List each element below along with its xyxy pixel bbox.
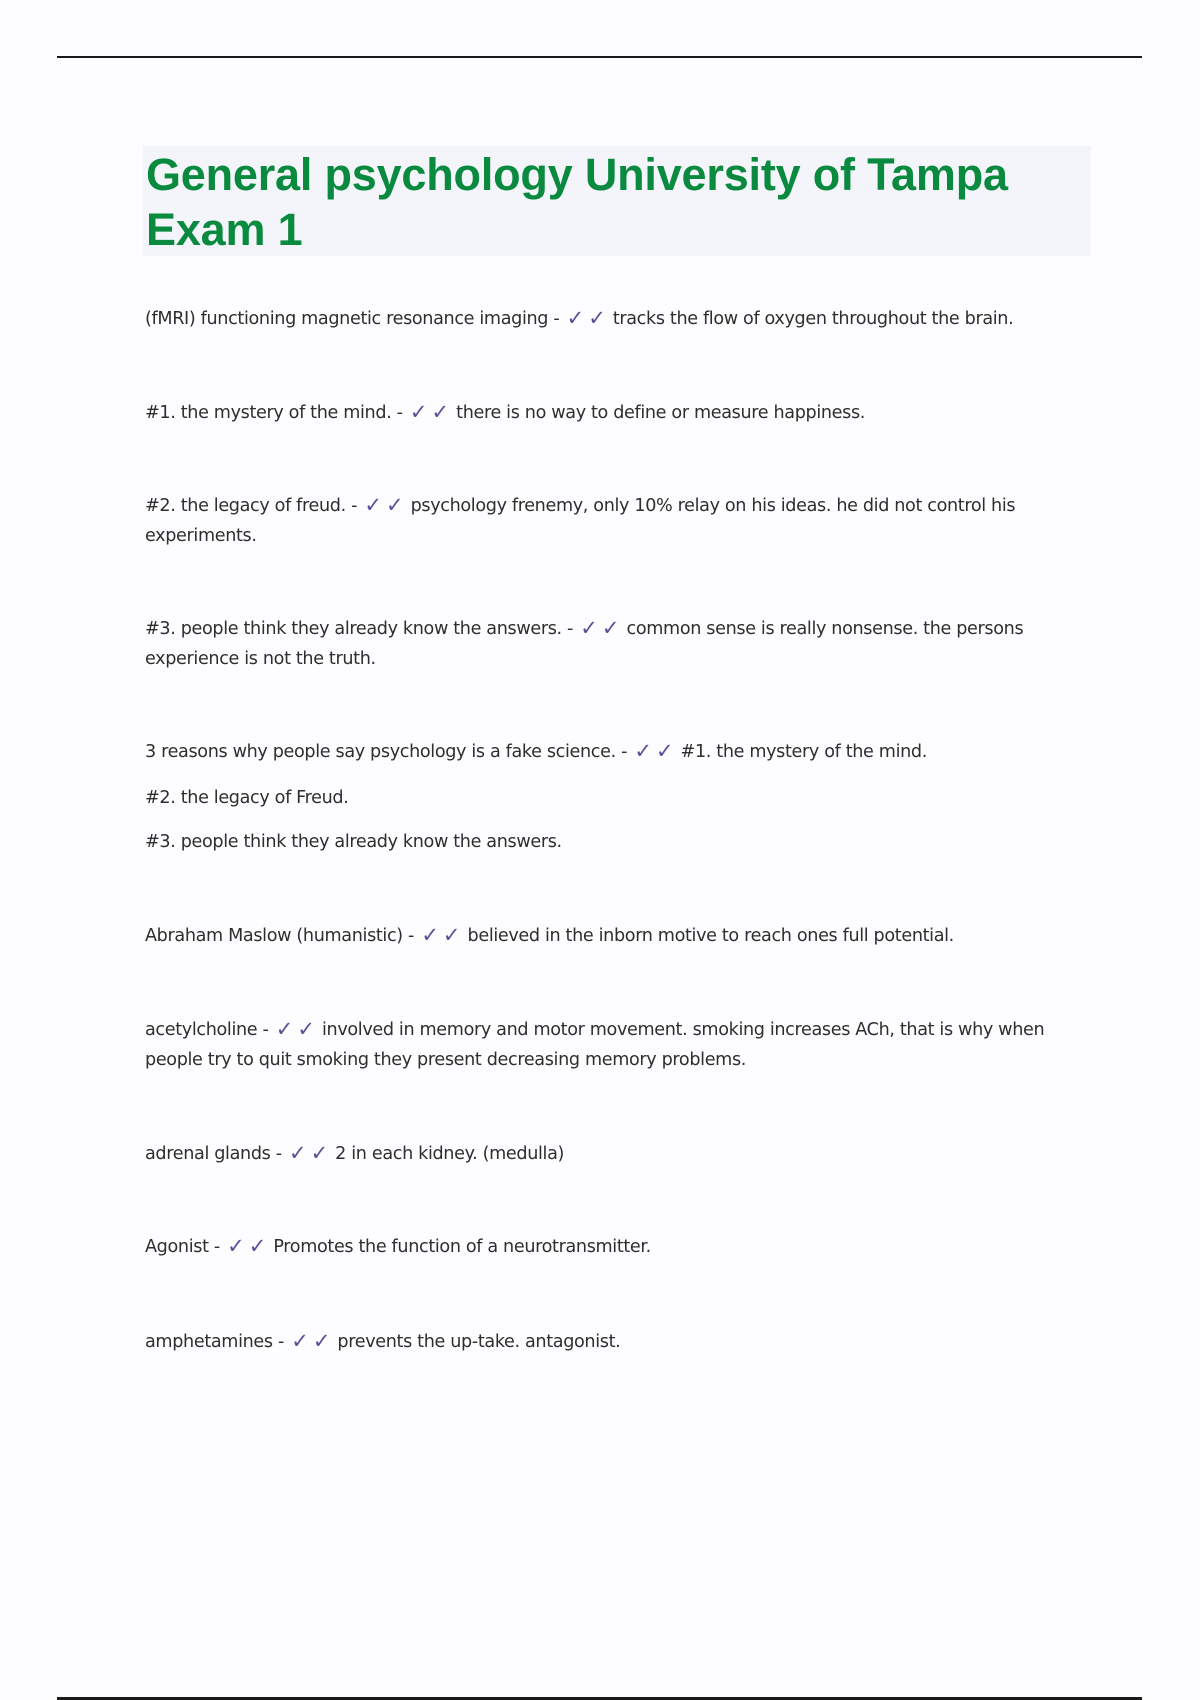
entry-adrenal-glands [145, 1138, 1090, 1169]
entry-definition: Promotes the function of a neurotransmitter. [273, 1237, 651, 1257]
check-mark-icon: ✓✓ [409, 400, 454, 424]
entry-definition: psychology frenemy, only 10% relay on his ideas. he did not control his experiments. [145, 496, 1016, 546]
entry-fmri [145, 303, 1090, 334]
entry-definition: involved in memory and motor movement. smoking increases ACh, that is why when people try to quit smoking they present decreasing memory problems. [145, 1020, 1045, 1070]
entry-abraham-maslow [145, 920, 1090, 951]
entry-definition: tracks the flow of oxygen throughout the brain. [612, 309, 1014, 329]
entry-term: (fMRI) functioning magnetic resonance imaging - [145, 309, 560, 329]
entry-term: #2. the legacy of freud. - [145, 496, 358, 516]
entry-term: Abraham Maslow (humanistic) - [145, 926, 415, 946]
entry-definition: 2 in each kidney. (medulla) [335, 1144, 565, 1164]
check-mark-icon: ✓✓ [566, 306, 610, 330]
check-mark-icon: ✓✓ [291, 1329, 335, 1353]
entry-term: adrenal glands - [145, 1144, 282, 1164]
entry-extra-line: #3. people think they already know the answers. [145, 832, 562, 852]
entry-acetylcholine [145, 1014, 1090, 1075]
entry-term: 3 reasons why people say psychology is a fake science. - [145, 742, 628, 762]
entry-term: acetylcholine - [145, 1020, 269, 1040]
entry-definition: there is no way to define or measure happiness. [456, 403, 866, 423]
check-mark-icon: ✓✓ [364, 493, 408, 517]
check-mark-icon: ✓✓ [288, 1141, 333, 1165]
entry-term: amphetamines - [145, 1332, 284, 1352]
entry-extra-line: #2. the legacy of Freud. [145, 788, 349, 808]
entry-term: #1. the mystery of the mind. - [145, 403, 403, 423]
check-mark-icon: ✓✓ [421, 923, 465, 947]
document-title: General psychology University of Tampa Exam 1 [146, 149, 1008, 255]
entry-definition: common sense is really nonsense. the persons experience is not the truth. [145, 619, 1024, 669]
check-mark-icon: ✓✓ [227, 1234, 271, 1258]
entry-amphetamines [145, 1326, 1090, 1357]
entry-definition: prevents the up-take. antagonist. [337, 1332, 621, 1352]
entry-know-the-answers [145, 613, 1090, 674]
entry-mystery-of-mind [145, 397, 1090, 428]
check-mark-icon: ✓✓ [580, 616, 624, 640]
check-mark-icon: ✓✓ [275, 1017, 319, 1041]
entry-definition: #1. the mystery of the mind. [680, 742, 927, 762]
entry-legacy-of-freud [145, 490, 1090, 551]
entry-term: #3. people think they already know the answers. - [145, 619, 574, 639]
check-mark-icon: ✓✓ [634, 739, 678, 763]
entry-definition: believed in the inborn motive to reach ones full potential. [467, 926, 954, 946]
entry-three-reasons [145, 736, 1090, 767]
top-rule [57, 56, 1142, 58]
entry-agonist [145, 1231, 1090, 1262]
entry-term: Agonist - [145, 1237, 220, 1257]
